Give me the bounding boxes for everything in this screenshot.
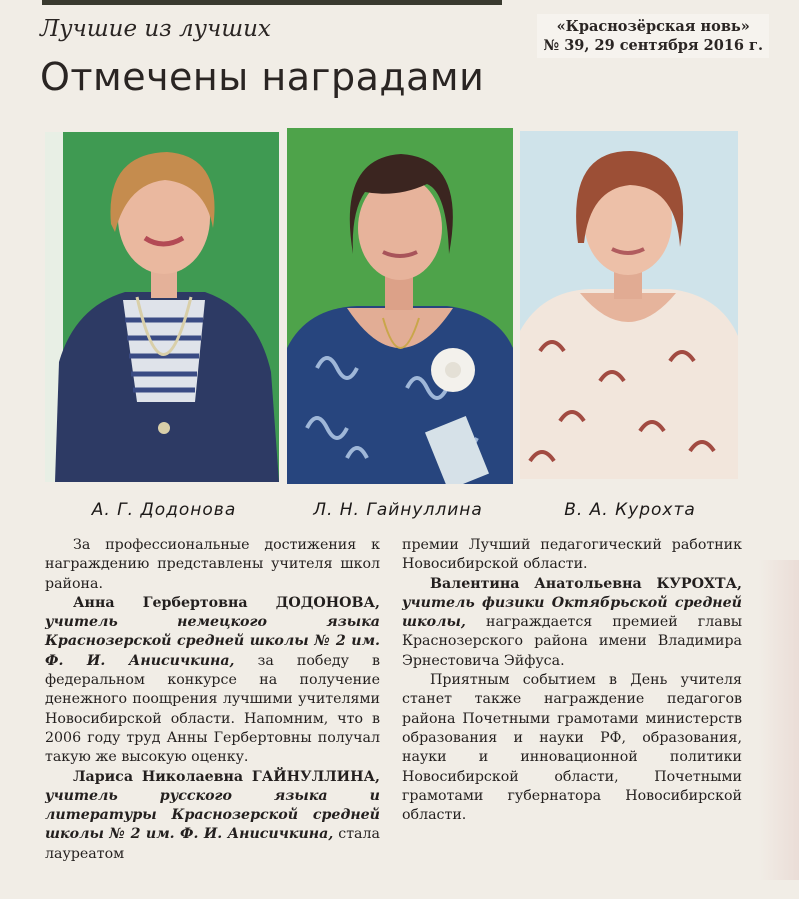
article-column-2: [402, 536, 742, 825]
paragraph-intro: За профессиональные достижения к награждению представлены учителя школ района.: [45, 537, 380, 592]
portrait-photo-kurokhta: [520, 131, 738, 479]
caption-kurokhta: В. А. Курохта: [564, 500, 696, 520]
paragraph-kurokhta: [402, 575, 742, 671]
top-rule: [42, 0, 502, 5]
paragraph-gainullina: [45, 768, 380, 864]
paragraph-gainullina-continued: премии Лучший педагогический работник Новосибирской области.: [402, 537, 742, 573]
article-headline: Отмечены наградами: [40, 55, 485, 99]
person-name-kurokhta: Валентина Анатольевна КУРОХТА,: [430, 575, 742, 592]
portrait-photo-dodonova: [45, 132, 279, 482]
person-name-dodonova: Анна Гербертовна ДОДОНОВА,: [73, 594, 380, 611]
paragraph-kurokhta-text: награждается премией главы Краснозерского района имени Владимира Эрнестовича Эйфуса.: [402, 614, 742, 669]
bleed-through-margin: [759, 560, 799, 880]
source-stamp: [537, 14, 769, 58]
paragraph-dodonova: [45, 594, 380, 768]
person-role-kurokhta: учитель физики Октябрьской средней школы,: [402, 594, 742, 631]
person-role-gainullina: учитель русского языка и литературы Краснозерской средней школы № 2 им. Ф. И. Анисичкина,: [45, 787, 380, 843]
paragraph-dodonova-text: за победу в федеральном конкурсе на получение денежного поощрения лучшими учителями Новосибирской области. Напомним, что в 2006 году труд Анны Гербертовны получал такую же высокую оценку.: [45, 652, 381, 766]
paragraph-gainullina-text: стала лауреатом: [45, 826, 380, 862]
caption-gainullina: Л. Н. Гайнуллина: [313, 500, 483, 520]
source-newspaper: «Краснозёрская новь»: [556, 18, 750, 35]
caption-dodonova: А. Г. Додонова: [91, 500, 237, 520]
person-role-dodonova: учитель немецкого языка Краснозерской средней школы № 2 им. Ф. И. Анисичкина,: [45, 614, 380, 669]
portrait-photo-gainullina: [287, 128, 513, 484]
paragraph-teachers-day: Приятным событием в День учителя станет также награждение педагогов района Почетными грамотами министерств образования и науки РФ, образования, науки и инновационной политики Новосибирской области, Почетными грамотами губернатора Новосибирской области.: [402, 672, 742, 824]
source-issue-date: № 39, 29 сентября 2016 г.: [543, 37, 763, 54]
article-column-1: [45, 536, 380, 864]
person-name-gainullina: Лариса Николаевна ГАЙНУЛЛИНА,: [73, 768, 380, 785]
rubric-title: Лучшие из лучших: [40, 16, 271, 42]
